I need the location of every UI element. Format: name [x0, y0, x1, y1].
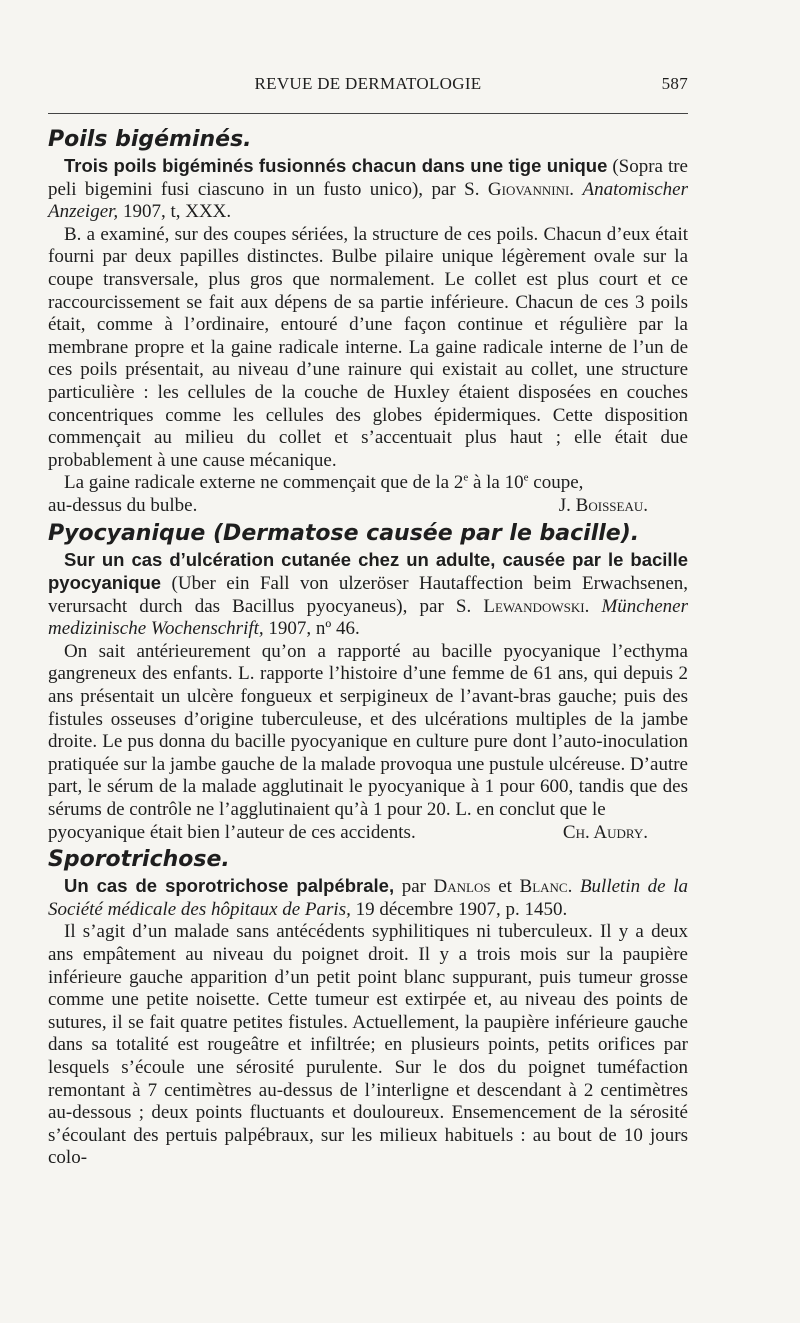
- author-name: Danlos: [433, 876, 491, 898]
- journal-name: Münchener medizinische Wochenschrift,: [48, 595, 688, 640]
- signature: Ch. Audry.: [562, 821, 648, 843]
- paragraph-end: au-dessus du bulbe.: [48, 494, 198, 516]
- author-name: Blanc: [519, 876, 568, 898]
- paragraph: [48, 472, 688, 495]
- paragraph-text: à la 10: [468, 472, 524, 494]
- citation-separator: .: [584, 595, 602, 617]
- citation-end: 1907, nº 46.: [263, 618, 360, 640]
- header-rule: [48, 113, 688, 114]
- article-title: Un cas de sporotrichose palpébrale,: [64, 875, 395, 897]
- journal-name: Bulletin de la Société médicale des hôpitaux de Paris,: [48, 876, 688, 920]
- section-title-poils-bigemines: Poils bigéminés.: [48, 127, 252, 152]
- signature-line: [48, 495, 688, 518]
- section-title-sporotrichose: Sporotrichose.: [48, 847, 230, 873]
- citation-text: par: [394, 876, 434, 898]
- citation-end: 19 décembre 1907, p. 1450.: [350, 898, 568, 920]
- article-title: Trois poils bigéminés fusionnés chacun dans une tige unique: [64, 155, 608, 176]
- article-title: Sur un cas d’ulcération cutanée chez un adulte, causée par le bacille pyocyanique: [48, 548, 688, 594]
- citation-text: (Sopra tre peli bigemini fusi ciascuno in un fusto unico), par S.: [48, 156, 688, 200]
- signature: J. Boisseau.: [558, 494, 648, 516]
- citation-text: (Uber ein Fall von ulzeröser Hautaffection beim Erwachsenen, verursacht durch das Bacillus pyocyaneus), par S.: [48, 573, 688, 617]
- citation-and: et: [490, 876, 520, 898]
- article-body: [48, 126, 688, 1170]
- paragraph-end: pyocyanique était bien l’auteur de ces accidents.: [48, 821, 416, 843]
- page-number: 587: [661, 74, 688, 93]
- paragraph-text: La gaine radicale externe ne commençait que de la 2: [64, 472, 464, 494]
- journal-running-title: REVUE DE DERMATOLOGIE: [254, 74, 482, 93]
- citation-sporotrichose: [48, 875, 688, 921]
- citation-separator: .: [569, 178, 583, 200]
- author-name: Lewandowski: [483, 595, 585, 617]
- citation-poils-bigemines: [48, 155, 688, 224]
- journal-name: Anatomischer Anzeiger,: [48, 178, 689, 223]
- paragraph-text: coupe,: [528, 472, 584, 494]
- superscript: e: [463, 471, 469, 484]
- paragraph: Il s’agit d’un malade sans antécédents syphilitiques ni tuberculeux. Il y a deux ans empâtement au niveau du poignet droit. Il y a trois mois sur la paupière inférieure gauche apparition d’un petit point blanc suppurant, puis tumeur grosse comme une petite noisette. Cette tumeur est extirpée et, au niveau des points de sutures, il se fait quatre petites fistules. Actuellement, la paupière inférieure gauche dans sa totalité est rougeâtre et infiltrée; en plusieurs points, petits orifices par lesquels s’écoule une sérosité purulente. Sur le dos du poignet tuméfaction remontant à 7 centimètres au-dessus de l’interligne et descendant à 2 centimètres au-dessous ; deux points fluctuants et douloureux. Ensemencement de la sérosité s’écoulant des pertuis palpébraux, sur les milieux habituels : au bout de 10 jours colo-: [48, 921, 688, 1169]
- citation-separator: .: [567, 876, 580, 898]
- signature-line: [48, 822, 688, 845]
- citation-pyocyanique: [48, 549, 688, 641]
- citation-end: 1907, t, XXX.: [118, 201, 232, 223]
- section-title-pyocyanique: Pyocyanique (Dermatose causée par le bacille).: [48, 520, 640, 546]
- superscript: e: [523, 471, 529, 484]
- paragraph: B. a examiné, sur des coupes sériées, la structure de ces poils. Chacun d’eux était fourni par deux papilles distinctes. Bulbe pilaire unique légèrement ovale sur la coupe transversale, plus gros que normalement. Le collet est plus court et ce raccourcissement se fait aux dépens de sa partie inférieure. Chacun de ces 3 poils était, comme à l’ordinaire, entouré d’une façon continue et régulière par la membrane propre et la gaine radicale interne. La gaine radicale interne de l’un de ces poils présentait, au niveau d’une rainure qui existait au collet, une structure particulière : les cellules de la couche de Huxley étaient disposées en couches concentriques comme les cellules des globes épidermiques. Cette disposition commençait au milieu du collet et s’accentuait plus haut ; elle était due probablement à une cause mécanique.: [48, 223, 688, 471]
- author-name: Giovannini: [487, 178, 570, 200]
- paragraph: On sait antérieurement qu’on a rapporté au bacille pyocyanique l’ecthyma gangreneux des enfants. L. rapporte l’histoire d’une femme de 61 ans, qui depuis 2 ans présentait un ulcère fongueux et serpigineux de l’avant-bras gauche; puis des fistules osseuses d’origine tuberculeuse, et des ulcérations multiples de la jambe droite. Le pus donna du bacille pyocyanique en culture pure dont l’auto-inoculation pratiquée sur la jambe gauche de la malade provoqua une pustule ulcéreuse. D’autre part, le sérum de la malade agglutinait le pyocyanique à 1 pour 600, tandis que des sérums de contrôle ne l’agglutinaient qu’à 1 pour 20. L. en conclut que le: [48, 640, 688, 821]
